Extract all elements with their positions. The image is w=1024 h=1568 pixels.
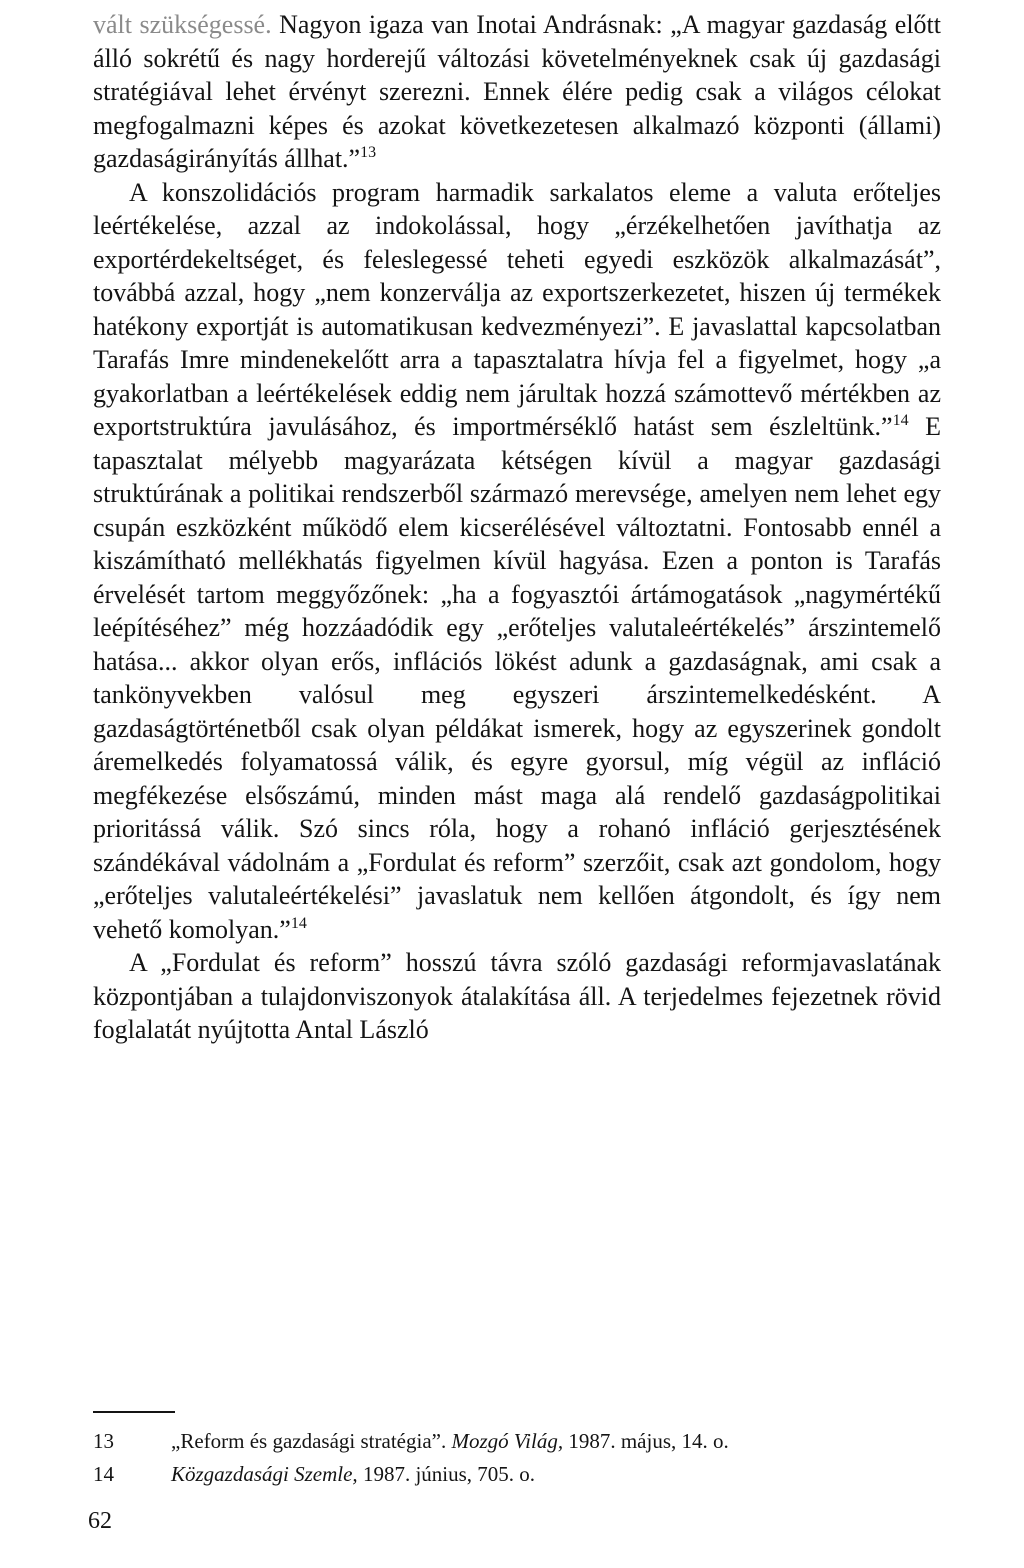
page-number: 62 <box>88 1508 112 1534</box>
footnote-ref-13: 13 <box>360 144 377 161</box>
paragraph-3-text: A „Fordulat és reform” hosszú távra szóló gazdasági reformjavaslatának központjában a tulajdonviszonyok átalakítása áll. A terjedelmes fejezetnek rövid foglalatát nyújtotta Antal László <box>93 948 941 1044</box>
footnote-number: 13 <box>93 1429 114 1453</box>
paragraph-2-text-b: E tapasztalat mélyebb magyarázata kétségen kívül a magyar gazdasági struktúrának a politikai rendszerből származó merevsége, amelyen nem lehet egy csupán eszközként működő elem kicserélésével változtatni. Fontosabb ennél a kiszámítható mellékhatás figyelmen kívül hagyása. Ezen a ponton is Tarafás érvelését tartom meggyőzőnek: „ha a fogyasztói ártámogatások „nagymértékű leépítéséhez” még hozzáadódik egy „erőteljes valutaleértékelés” árszintemelő hatása... akkor olyan erős, inflációs lökést adunk a gazdaságnak, ami csak a tankönyvekben valósul meg egyszeri árszintemelkedésként. A gazdaságtörténetből csak olyan példákat ismerek, hogy az egyszerinek gondolt áremelkedés folyamatossá válik, és egyre gyorsul, míg végül az infláció megfékezése elsőszámú, minden mást maga alá rendelő gazdaságpolitikai prioritássá válik. Szó sincs róla, hogy a rohanó infláció gerjesztésének szándékával vádolnám a „Fordulat és reform” szerzőit, csak azt gondolom, hogy „erőteljes valutaleértékelési” javaslatuk nem kellően átgondolt, és így nem vehető komolyan.” <box>93 412 941 944</box>
paragraph-2-text-a: A konszolidációs program harmadik sarkalatos eleme a valuta erőteljes leértékelése, azzal az indokolással, hogy „érzékelhetően javíthatja az exportérdekeltséget, és feleslegessé teheti egyedi eszközök alkalmazását”, továbbá azzal, hogy „nem konzerválja az exportszerkezetet, hiszen új termékek hatékony exportját is automatikusan kedvezményezi”. E javaslattal kapcsolatban Tarafás Imre mindenekelőtt arra a tapasztalatra hívja fel a figyelmet, hogy „a gyakorlatban a leértékelések eddig nem járultak hozzá számottevő mértékben az exportstruktúra javulásához, és importmérséklő hatást sem észleltünk.” <box>93 177 941 441</box>
paragraph-2 <box>93 176 941 947</box>
paragraph-1 <box>93 8 941 176</box>
footnote-text: „Reform és gazdasági stratégia”. Mozgó Világ, 1987. május, 14. o. <box>171 1429 729 1453</box>
footnote-13 <box>93 1425 941 1458</box>
footnote-14 <box>93 1458 941 1491</box>
faded-lead-text: vált szükségessé. <box>93 10 272 39</box>
footnote-text: Közgazdasági Szemle, 1987. június, 705. o. <box>171 1462 536 1486</box>
body-text <box>93 8 941 1047</box>
footnote-ref-14a: 14 <box>892 412 909 429</box>
footnote-ref-14b: 14 <box>290 914 307 932</box>
footnote-number: 14 <box>93 1462 114 1486</box>
footnote-divider <box>93 1411 175 1413</box>
paragraph-3 <box>93 946 941 1047</box>
paragraph-1-text: Nagyon igaza van Inotai Andrásnak: „A magyar gazdaság előtt álló sokrétű és nagy horderejű változási követelményeknek csak új gazdasági stratégiával lehet érvényt szerezni. Ennek élére pedig csak a világos célokat megfogalmazni képes és azokat következetesen alkalmazó központi (állami) gazdaságirányítás állhat.” <box>93 10 941 173</box>
footnotes <box>93 1425 941 1491</box>
